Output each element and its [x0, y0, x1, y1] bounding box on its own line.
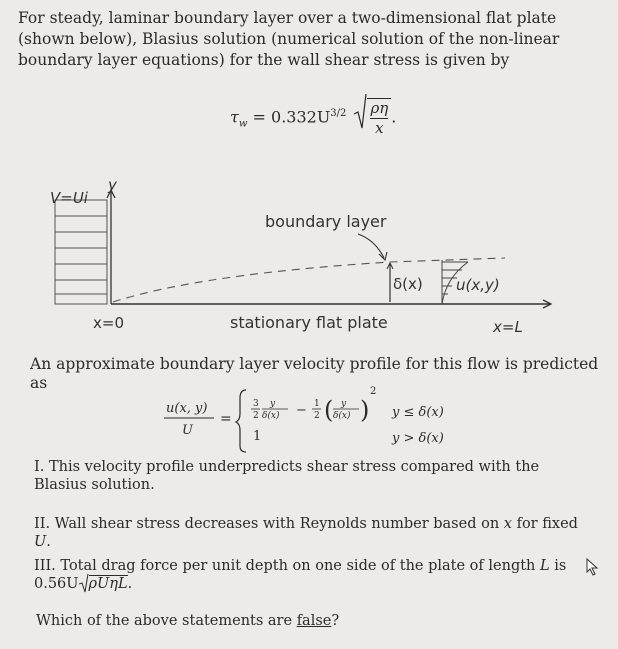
velocity-profile-equation — [0, 378, 618, 456]
x0-label: x=0 — [93, 314, 124, 332]
c2-num: 1 — [314, 399, 320, 409]
paren-left: ( — [324, 396, 334, 424]
boundary-layer-curve — [113, 258, 505, 302]
s3-text-a: III. Total drag force per unit depth on one side of the plate of length — [34, 558, 541, 574]
plate-label: stationary flat plate — [230, 313, 388, 332]
s3-text-d: . — [127, 576, 133, 592]
c1-den: 2 — [253, 411, 259, 421]
s2-text-b: for fixed — [511, 516, 578, 532]
s2-text-c: . — [46, 534, 51, 550]
cursor-icon — [586, 558, 600, 576]
s3-coef: 0.56U — [34, 576, 79, 592]
inflow-profile — [55, 200, 107, 304]
statement-1: I. This velocity profile underpredicts shear stress compared with the Blasius solution. — [34, 459, 540, 493]
eq2-equals: = — [220, 411, 232, 427]
t1-num: y — [270, 399, 276, 409]
question-false-word: false — [296, 613, 332, 629]
t2-den: δ(x) — [333, 411, 351, 421]
case-2-value: 1 — [253, 429, 262, 444]
eq1-numerator: ρη — [370, 99, 389, 117]
eq1-denominator: x — [375, 119, 384, 137]
question-text: Which of the above statements are — [36, 613, 297, 629]
delta-label: δ(x) — [393, 275, 423, 293]
problem-intro: For steady, laminar boundary layer over a two-dimensional flat plate (shown below), Blasius solution (numerical solution of the non-linear boundary layer equations) for the wall shear stress is given by — [18, 9, 560, 69]
s2-var-u: U — [34, 534, 47, 550]
case-brace — [236, 390, 246, 452]
s3-sqrt-content: ρUηL — [88, 576, 128, 592]
tau-subscript: w — [238, 118, 248, 130]
statement-3 — [34, 557, 594, 593]
blasius-shear-equation — [230, 98, 396, 138]
sqrt-icon — [353, 92, 367, 132]
s3-var-l: L — [540, 558, 550, 574]
profile-intro: An approximate boundary layer velocity profile for this flow is predicted as — [30, 355, 599, 392]
condition-1: y ≤ δ(x) — [392, 405, 444, 420]
eq2-power: 2 — [370, 386, 377, 397]
eq2-minus: − — [296, 403, 307, 418]
xL-label: x=L — [493, 318, 523, 336]
boundary-layer-label: boundary layer — [265, 212, 387, 231]
c1-num: 3 — [253, 399, 259, 409]
eq1-end: . — [391, 107, 397, 127]
tau-symbol: τ — [230, 107, 239, 127]
v-label: V=Ui — [50, 189, 88, 207]
s2-text-a: II. Wall shear stress decreases with Reynolds number based on — [34, 516, 504, 532]
sqrt-icon — [79, 573, 89, 593]
lhs-denominator: U — [182, 423, 193, 438]
eq1-exponent: 3/2 — [330, 108, 347, 120]
u-label: u(x,y) — [456, 276, 500, 294]
question — [36, 612, 339, 631]
question-mark: ? — [331, 613, 340, 629]
condition-2: y > δ(x) — [392, 431, 444, 446]
t1-den: δ(x) — [262, 411, 280, 421]
y-axis-label: y — [108, 176, 117, 194]
s3-text-b: is — [549, 558, 567, 574]
statement-2 — [34, 515, 594, 551]
eq1-coefficient: = 0.332U — [252, 107, 331, 127]
lhs-numerator: u(x, y) — [166, 401, 208, 416]
t2-num: y — [341, 399, 347, 409]
paren-right: ) — [360, 396, 370, 424]
c2-den: 2 — [314, 411, 320, 421]
s3-sqrt — [79, 575, 128, 593]
boundary-layer-figure — [0, 170, 618, 340]
s2-var-x: x — [503, 516, 512, 532]
eq1-sqrt — [353, 98, 391, 138]
